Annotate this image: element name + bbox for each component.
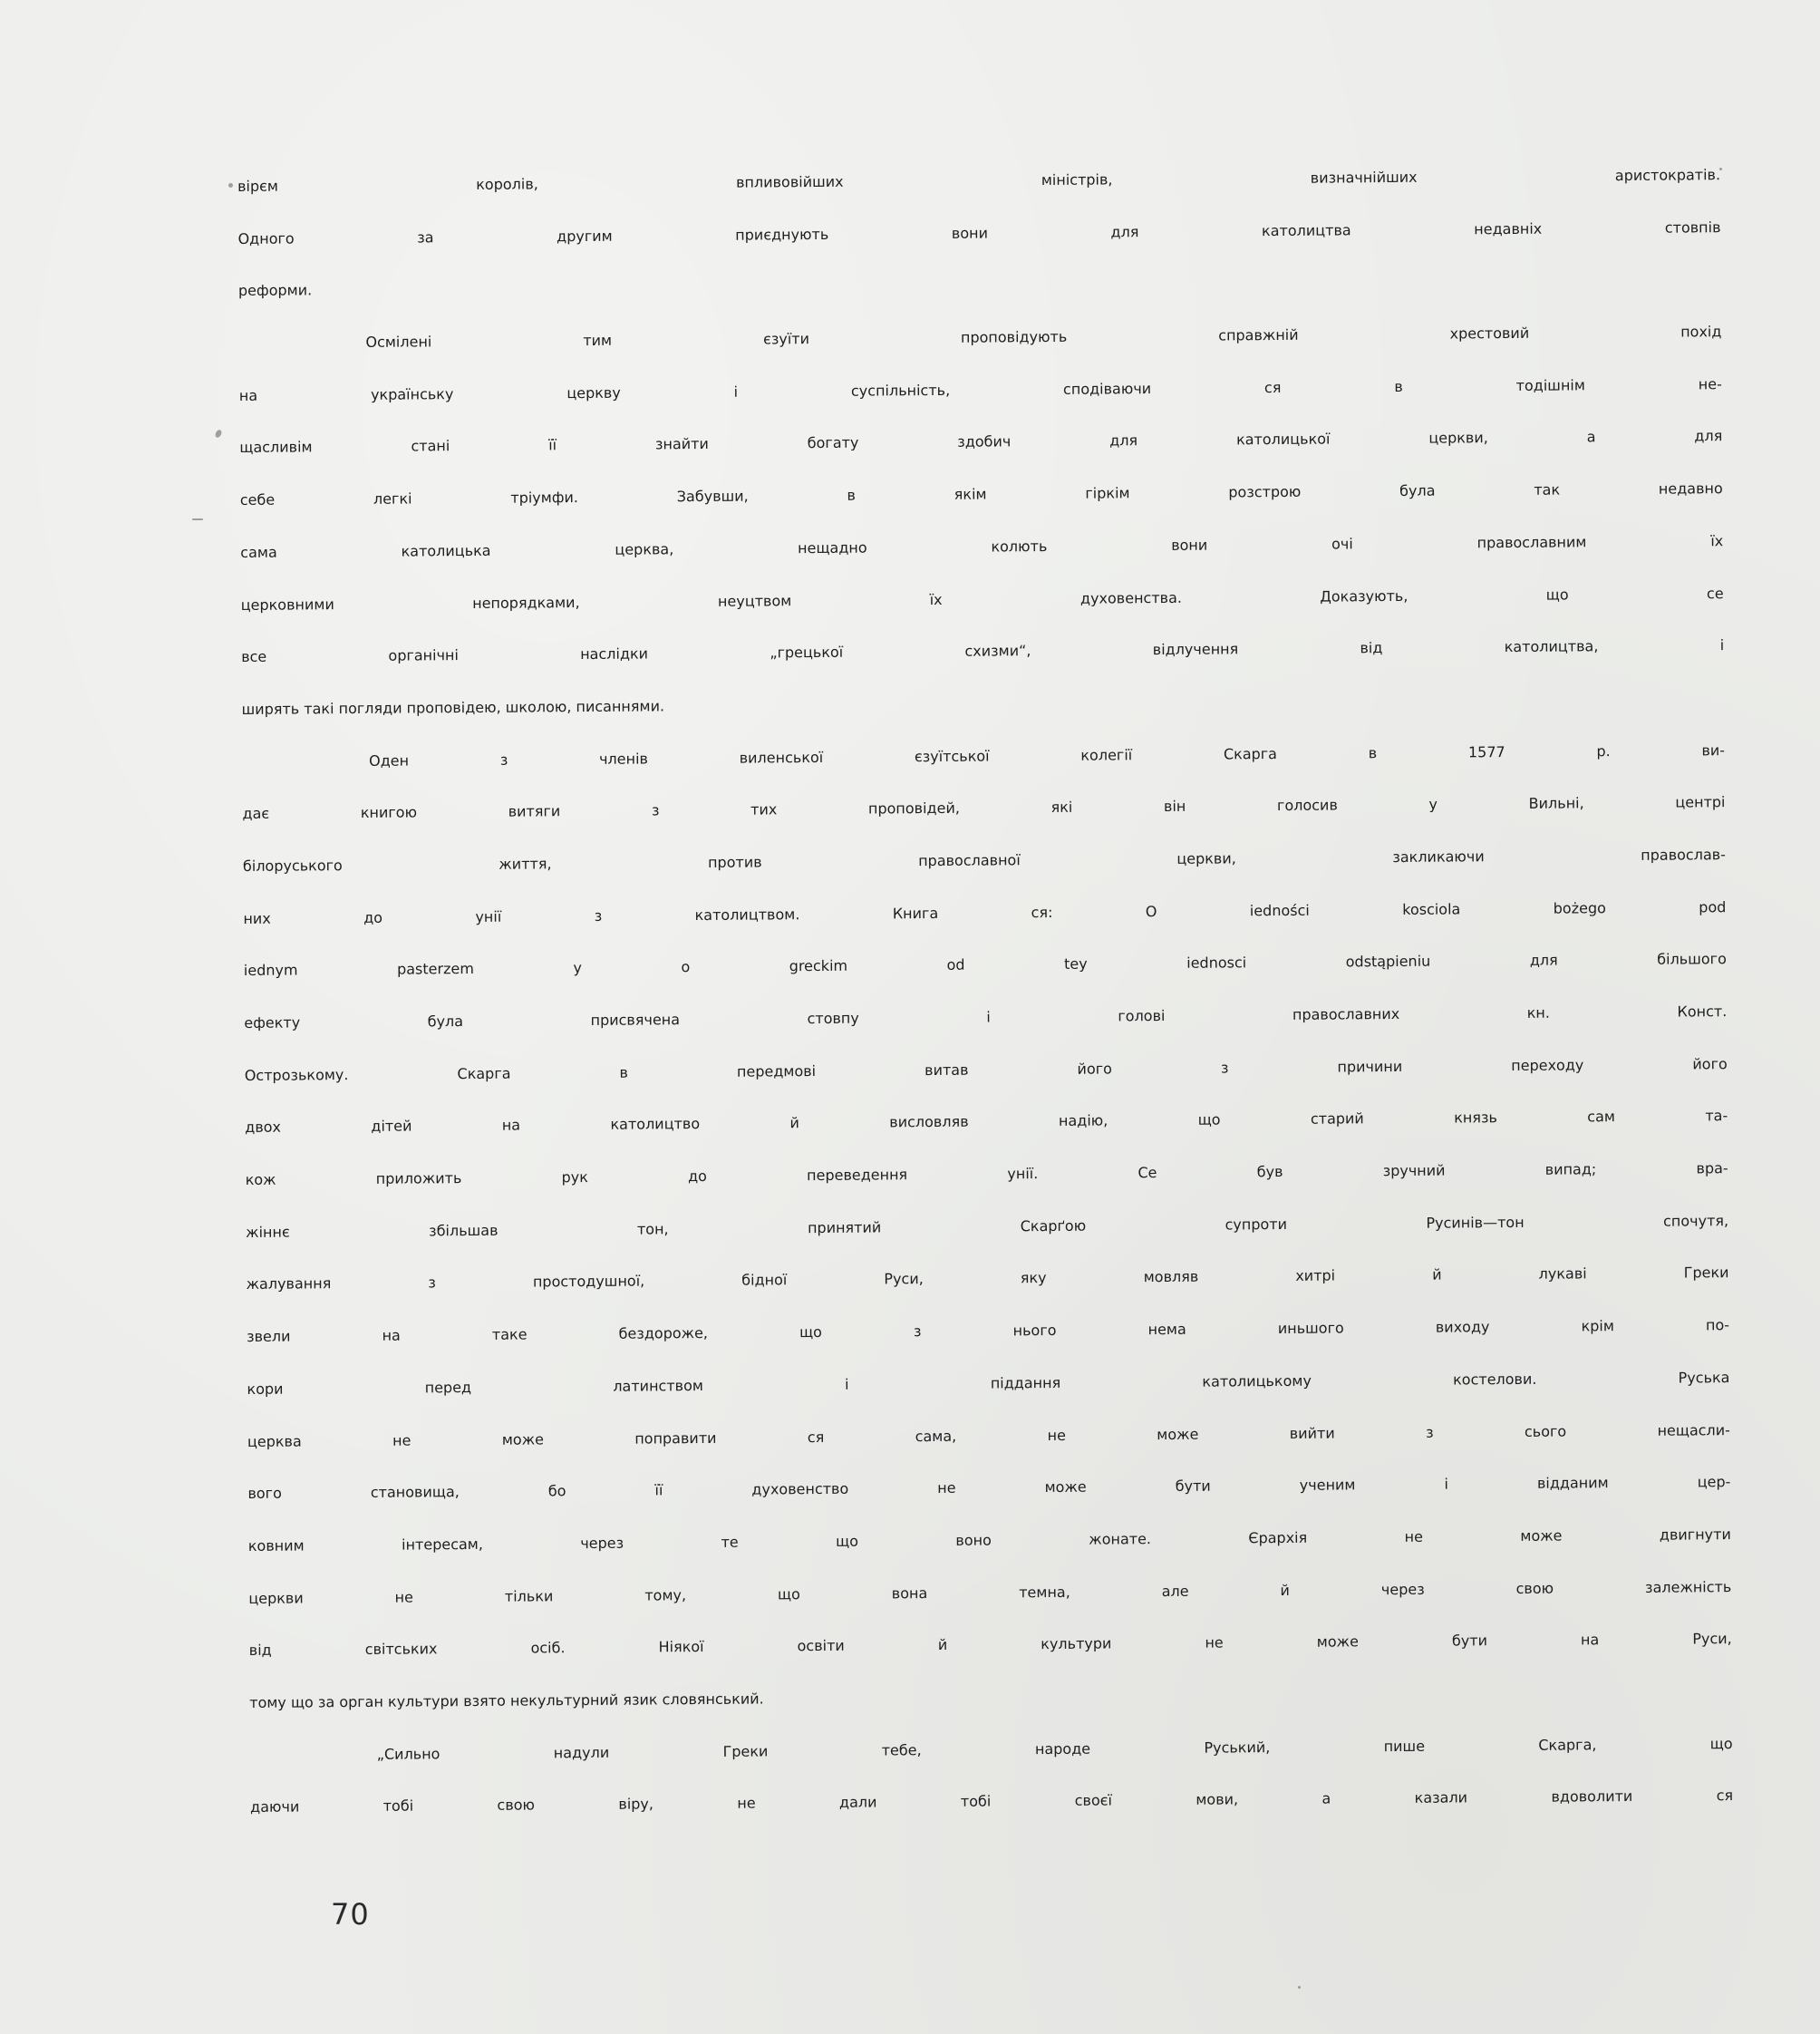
text-line: жіннє збільшав тон, принятий Скарґою супроти Русинів—тон спочутя, (246, 1211, 1729, 1241)
text-line: них до унії з католицтвом. Книга ся: O iedności kosciola bożego pod (243, 897, 1727, 927)
text-line: Одного за другим приєднують вони для католицтва недавніх стовпів (237, 218, 1721, 247)
text-line: щасливім стані її знайти богату здобич для католицької церкви, а для (239, 427, 1723, 457)
ink-speck (1298, 1986, 1301, 1989)
text-line: реформи. (237, 281, 313, 300)
text-line: все органічні наслідки „грецької схизми“, відлучення від католицтва, і (241, 636, 1725, 666)
text-line: Острозькому. Скарга в передмові витав його з причини переходу його (244, 1054, 1728, 1084)
text-line: вірєм королів, впливовійших міністрів, визначнійших аристократів. (237, 166, 1721, 195)
text-line: даючи тобі свою віру, не дали тобі своєї мови, а казали вдоволити ся (250, 1787, 1734, 1816)
text-line: тому що за орган культури взято некультурний язик словянський. (249, 1690, 764, 1711)
text-line: на українську церкву і суспільність, сподіваючи ся в тодішнім не- (238, 374, 1722, 404)
text-line: Осмілені тим єзуїти проповідують справжній хрестовий похід (365, 323, 1722, 351)
ink-speck (214, 429, 223, 439)
text-line: дає книгою витяги з тих проповідей, які він голосив у Вильні, центрі (242, 793, 1726, 823)
text-line: церкви не тільки тому, що вона темна, але й через свою залежність (248, 1577, 1732, 1607)
text-line: кори перед латинством і піддання католицькому костелови. Руська (247, 1368, 1730, 1398)
text-line: ширять такі погляди проповідею, школою, писаннями. (241, 697, 665, 718)
text-line: церква не може поправити ся сама, не може вийти з сього нещасли- (247, 1420, 1730, 1450)
body-text (237, 166, 1733, 1851)
text-line: кож приложить рук до переведення унії. Се був зручний випад; вра- (245, 1159, 1728, 1189)
text-line: церковними непорядками, неуцтвом їх духовенства. Доказують, що се (240, 584, 1724, 614)
text-line: від світських осіб. Ніякої освіти й культури не може бути на Руси, (248, 1630, 1732, 1660)
text-line: жалування з простодушної, бідної Руси, яку мовляв хитрі й лукаві Греки (246, 1264, 1729, 1293)
page-number: 70 (331, 1897, 370, 1932)
text-line: ефекту була присвячена стовпу і голові православних кн. Конст. (244, 1002, 1728, 1032)
text-line: „Сильно надули Греки тебе, народе Руський, пише Скарга, що (376, 1734, 1733, 1763)
text-line: ковним інтересам, через те що воно жонате. Єрархія не може двигнути (247, 1525, 1731, 1555)
ink-speck (228, 183, 233, 188)
ink-speck (192, 518, 203, 520)
text-line: вого становища, бо її духовенство не може бути ученим і відданим цер- (247, 1473, 1731, 1503)
text-line: білоруського життя, против православної церкви, закликаючи православ- (242, 846, 1726, 875)
text-line: себе легкі тріумфи. Забувши, в якім гіркім розстрою була так недавно (239, 479, 1723, 509)
text-line: звели на таке бездороже, що з нього нема иньшого виходу крім по- (246, 1316, 1730, 1346)
text-line: Оден з членів виленської єзуїтської колегії Скарга в 1577 р. ви- (368, 741, 1726, 770)
text-line: iednym pasterzem y o greckim od tey iednosci odstąpieniu для більшого (243, 950, 1727, 980)
text-line: сама католицька церква, нещадно колють вони очі православним їх (240, 531, 1724, 561)
text-line: двох дітей на католицтво й висловляв надію, що старий князь сам та- (245, 1107, 1728, 1137)
